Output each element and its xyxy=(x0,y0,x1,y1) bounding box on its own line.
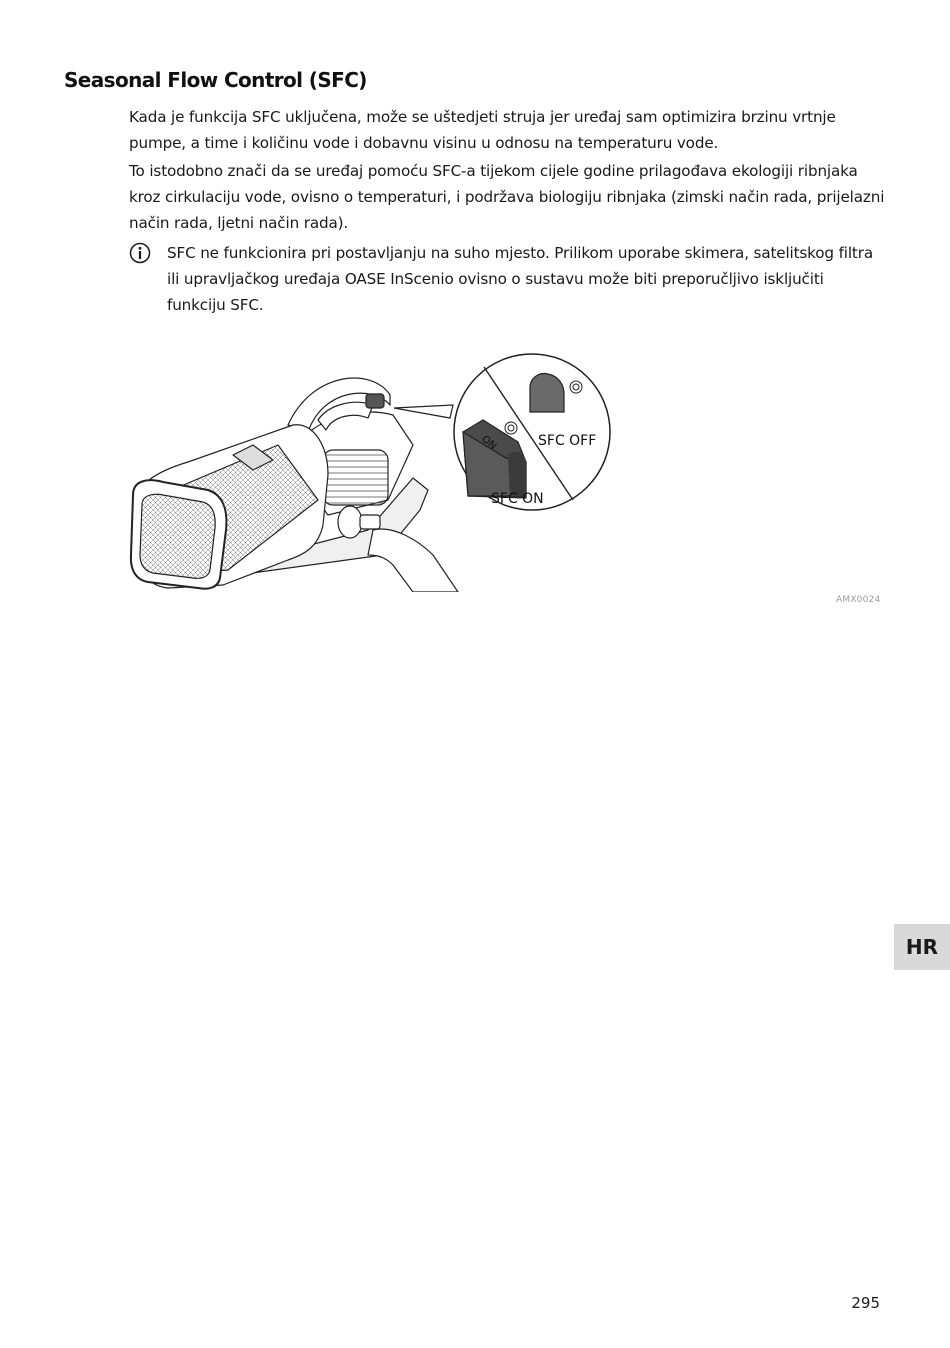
info-icon xyxy=(129,242,151,264)
paragraph-sfc-ecology: To istodobno znači da se uređaj pomoću SFC-a tijekom cijele godine prilagođava ekologiji ribnjaka kroz cirkulaciju vode, ovisno o temperaturi, i podržava biologiju ribnjaka (zimski način rada, prijelazni način rada, ljetni način rada). xyxy=(129,162,885,232)
pump-drawing xyxy=(128,350,613,592)
page-number: 295 xyxy=(851,1294,880,1312)
sfc-off-label: SFC OFF xyxy=(538,433,597,449)
figure-code: AMX0024 xyxy=(836,595,881,605)
switch-on-marking: ON xyxy=(479,433,499,453)
paragraph-sfc-description: Kada je funkcija SFC uključena, može se uštedjeti struja jer uređaj sam optimizira brzinu vrtnje pumpe, a time i količinu vode i dobavnu visinu u odnosu na temperaturu vode. xyxy=(129,108,836,152)
pump-sfc-illustration xyxy=(128,350,613,592)
language-tab: HR xyxy=(894,924,950,970)
note-text: SFC ne funkcionira pri postavljanju na suho mjesto. Prilikom uporabe skimera, satelitskog filtra ili upravljačkog uređaja OASE InScenio ovisno o sustavu može biti preporučljivo isključiti funkciju SFC. xyxy=(167,244,873,314)
section-heading: Seasonal Flow Control (SFC) xyxy=(64,68,367,92)
sfc-on-label: SFC ON xyxy=(491,491,544,507)
